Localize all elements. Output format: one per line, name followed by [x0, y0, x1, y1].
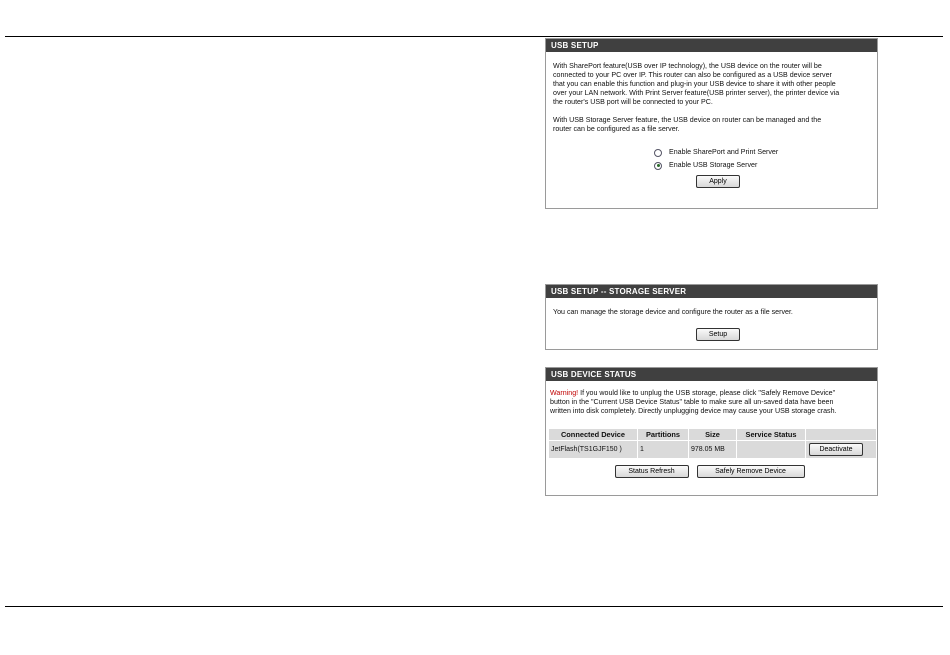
usb-setup-panel — [545, 38, 878, 209]
action-cell — [806, 441, 876, 458]
shareport-print-server-option[interactable] — [654, 146, 873, 159]
usb-device-table — [548, 428, 877, 459]
description-line: over your LAN network. With Print Server feature(USB printer server), the printer device via — [553, 89, 840, 97]
warning-text: written into disk completely. Directly unplugging device may cause your USB storage crash. — [550, 407, 837, 415]
table-row — [549, 441, 876, 458]
usb-setup-header: USB SETUP — [546, 39, 877, 52]
usb-device-status-panel — [545, 367, 878, 496]
column-header-connected-device: Connected Device — [549, 429, 637, 440]
column-header-size: Size — [689, 429, 736, 440]
storage-server-header: USB SETUP -- STORAGE SERVER — [546, 285, 877, 298]
safely-remove-device-button[interactable]: Safely Remove Device — [697, 465, 805, 478]
storage-server-description — [553, 116, 873, 134]
status-actions — [550, 465, 873, 478]
shareport-description — [553, 62, 873, 107]
apply-button[interactable]: Apply — [696, 175, 740, 188]
device-status-header: USB DEVICE STATUS — [546, 368, 877, 381]
description-line: With USB Storage Server feature, the USB device on router can be managed and the — [553, 116, 822, 124]
device-name-cell: JetFlash(TS1GJF150 ) — [549, 441, 637, 458]
usb-storage-server-option[interactable] — [654, 159, 873, 172]
storage-server-panel — [545, 284, 878, 350]
description-line: connected to your PC over IP. This router can also be configured as a USB device server — [553, 71, 832, 79]
setup-button[interactable]: Setup — [696, 328, 740, 341]
description-line: the router's USB port will be connected to your PC. — [553, 98, 713, 106]
warning-text: If you would like to unplug the USB storage, please click "Safely Remove Device" — [578, 389, 836, 397]
storage-server-radio[interactable] — [654, 162, 662, 170]
usb-mode-radio-group — [654, 146, 873, 172]
column-header-partitions: Partitions — [638, 429, 688, 440]
warning-message — [550, 389, 873, 416]
size-cell: 978.05 MB — [689, 441, 736, 458]
bottom-divider-line — [5, 606, 943, 607]
shareport-radio-label[interactable]: Enable SharePort and Print Server — [669, 148, 779, 156]
top-divider-line — [5, 36, 943, 37]
column-header-service-status: Service Status — [737, 429, 805, 440]
column-header-action — [806, 429, 876, 440]
description-line: that you can enable this function and plug-in your USB device to share it with other people — [553, 80, 836, 88]
partitions-cell: 1 — [638, 441, 688, 458]
storage-server-text: You can manage the storage device and configure the router as a file server. — [553, 308, 793, 316]
description-line: router can be configured as a file server. — [553, 125, 680, 133]
service-status-cell — [737, 441, 805, 458]
warning-label: Warning! — [550, 389, 579, 397]
shareport-radio[interactable] — [654, 149, 662, 157]
warning-text: button in the "Current USB Device Status" table to make sure all un-saved data have been — [550, 398, 834, 406]
description-line: With SharePort feature(USB over IP technology), the USB device on the router will be — [553, 62, 822, 70]
table-header-row — [549, 429, 876, 440]
status-refresh-button[interactable]: Status Refresh — [615, 465, 689, 478]
deactivate-button[interactable]: Deactivate — [809, 443, 863, 456]
storage-server-radio-label[interactable]: Enable USB Storage Server — [669, 161, 758, 169]
